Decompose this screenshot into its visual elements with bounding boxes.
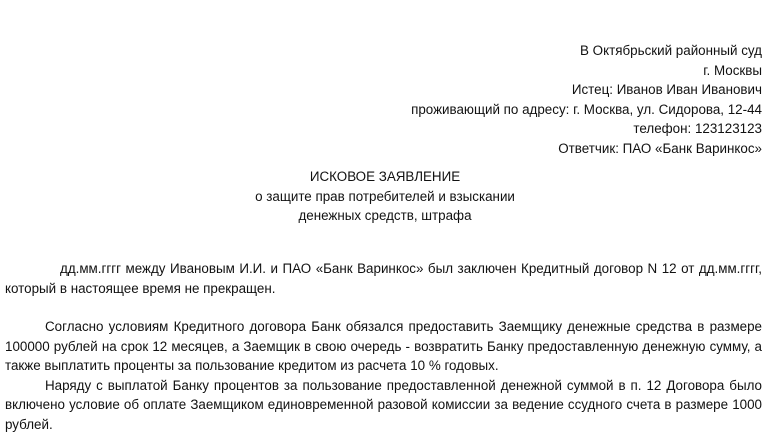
title-subtitle-1: о защите прав потребителей и взыскании bbox=[0, 187, 768, 207]
title-subtitle-2: денежных средств, штрафа bbox=[0, 206, 768, 226]
body-section-1 bbox=[5, 259, 762, 298]
document-title bbox=[0, 167, 768, 226]
title-heading: ИСКОВОЕ ЗАЯВЛЕНИЕ bbox=[0, 167, 768, 187]
plaintiff: Истец: Иванов Иван Иванович bbox=[411, 80, 762, 100]
plaintiff-phone: телефон: 123123123 bbox=[411, 119, 762, 139]
paragraph: Наряду с выплатой Банку процентов за пользование предоставленной денежной суммой в п. 12 Договора было включено условие об оплате Заемщиком единовременной разовой комиссии за ведение ссудного счета в размере 1000 рублей. bbox=[5, 376, 762, 434]
defendant: Ответчик: ПАО «Банк Варинкос» bbox=[411, 139, 762, 159]
addressee-block bbox=[411, 41, 762, 158]
paragraph: дд.мм.гггг между Ивановым И.И. и ПАО «Банк Варинкос» был заключен Кредитный договор N 12 от дд.мм.гггг, который в настоящее время не прекращен. bbox=[5, 259, 762, 298]
court-city: г. Москвы bbox=[411, 61, 762, 81]
body-section-2 bbox=[5, 317, 762, 434]
court-name: В Октябрьский районный суд bbox=[411, 41, 762, 61]
plaintiff-address: проживающий по адресу: г. Москва, ул. Сидорова, 12-44 bbox=[411, 100, 762, 120]
paragraph: Согласно условиям Кредитного договора Банк обязался предоставить Заемщику денежные средства в размере 100000 рублей на срок 12 месяцев, а Заемщик в свою очередь - возвратить Банку предоставленную денежную сумму, а также выплатить проценты за пользование кредитом из расчета 10 % годовых. bbox=[5, 317, 762, 376]
